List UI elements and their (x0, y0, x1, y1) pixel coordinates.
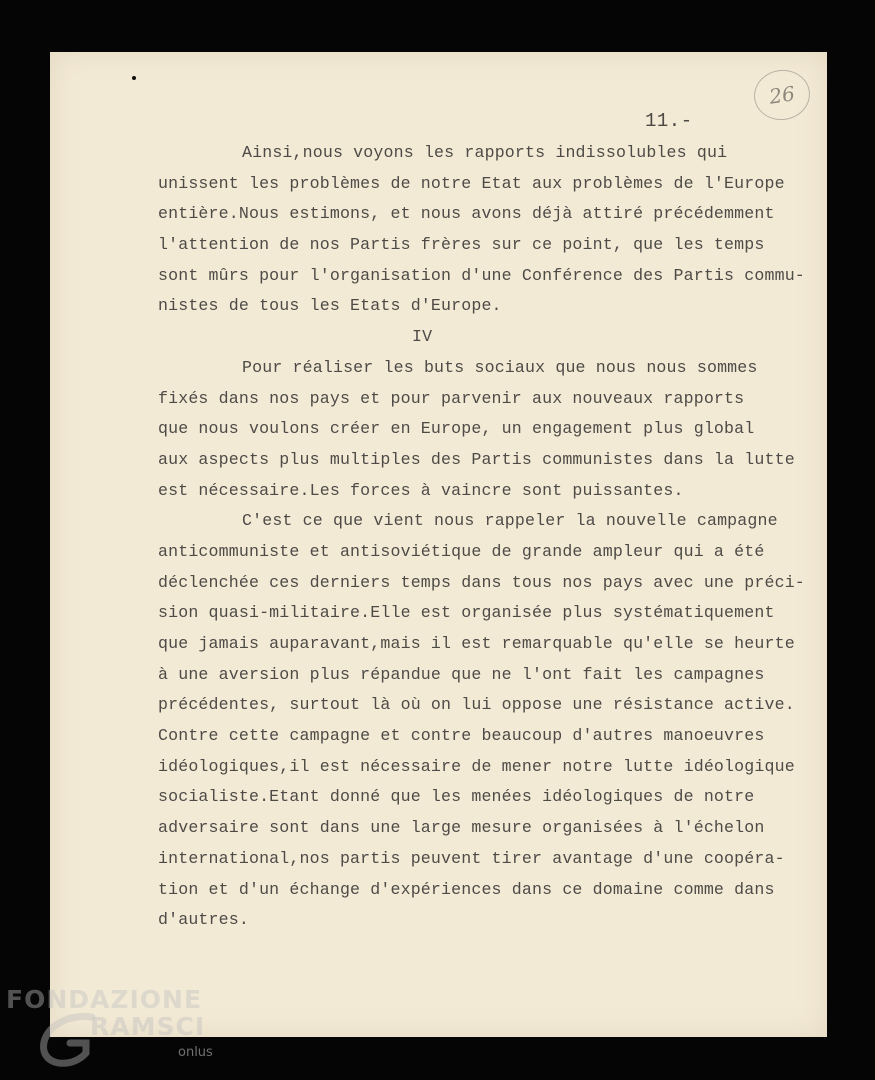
paragraph-3 (158, 506, 805, 936)
text-line: Pour réaliser les buts sociaux que nous nous sommes (242, 357, 758, 377)
fondazione-gramsci-watermark (2, 985, 232, 1080)
watermark-line-3: onlus (178, 1045, 213, 1060)
text-line: l'attention de nos Partis frères sur ce point, que les temps (158, 235, 765, 255)
text-line: sont mûrs pour l'organisation d'une Conférence des Partis commu- (158, 265, 805, 285)
text-line: entière.Nous estimons, et nous avons déjà attiré précédemment (158, 204, 775, 224)
text-line: fixés dans nos pays et pour parvenir aux nouveaux rapports (158, 388, 745, 408)
text-line: adversaire sont dans une large mesure organisées à l'échelon (158, 818, 765, 838)
text-line: tion et d'un échange d'expériences dans ce domaine comme dans (158, 879, 775, 899)
text-line: idéologiques,il est nécessaire de mener notre lutte idéologique (158, 756, 795, 776)
text-line: que nous voulons créer en Europe, un engagement plus global (158, 419, 755, 439)
text-line: unissent les problèmes de notre Etat aux problèmes de l'Europe (158, 173, 785, 193)
text-line: sion quasi-militaire.Elle est organisée plus systématiquement (158, 603, 775, 623)
paragraph-2 (158, 353, 795, 506)
text-line: nistes de tous les Etats d'Europe. (158, 296, 502, 316)
text-line: Contre cette campagne et contre beaucoup d'autres manoeuvres (158, 726, 765, 746)
page-number: 11.- (645, 110, 693, 132)
text-line: précédentes, surtout là où on lui oppose une résistance active. (158, 695, 795, 715)
section-heading: IV (412, 327, 433, 347)
page-body (158, 138, 805, 936)
text-line: déclenchée ces derniers temps dans tous nos pays avec une préci- (158, 572, 805, 592)
paragraph-1 (158, 138, 805, 322)
text-line: que jamais auparavant,mais il est remarquable qu'elle se heurte (158, 634, 795, 653)
text-line: international,nos partis peuvent tirer avantage d'une coopéra- (158, 848, 785, 868)
typed-page (50, 52, 827, 1037)
text-line: est nécessaire.Les forces à vaincre sont puissantes. (158, 480, 684, 500)
text-line: anticommuniste et antisoviétique de grande ampleur qui a été (158, 541, 765, 561)
archive-number-stamp (751, 66, 813, 123)
watermark-line-2: RAMSCI (90, 1012, 206, 1041)
text-line: C'est ce que vient nous rappeler la nouvelle campagne (242, 511, 778, 531)
text-line: Ainsi,nous voyons les rapports indissolubles qui (242, 143, 728, 162)
text-line: d'autres. (158, 910, 249, 930)
text-line: aux aspects plus multiples des Partis communistes dans la lutte (158, 449, 795, 469)
text-line: socialiste.Etant donné que les menées idéologiques de notre (158, 787, 755, 807)
text-line: à une aversion plus répandue que ne l'ont fait les campagnes (158, 664, 765, 684)
punch-mark (132, 76, 136, 80)
watermark-line-1: FONDAZIONE (6, 985, 203, 1014)
archive-number: 26 (767, 81, 797, 109)
